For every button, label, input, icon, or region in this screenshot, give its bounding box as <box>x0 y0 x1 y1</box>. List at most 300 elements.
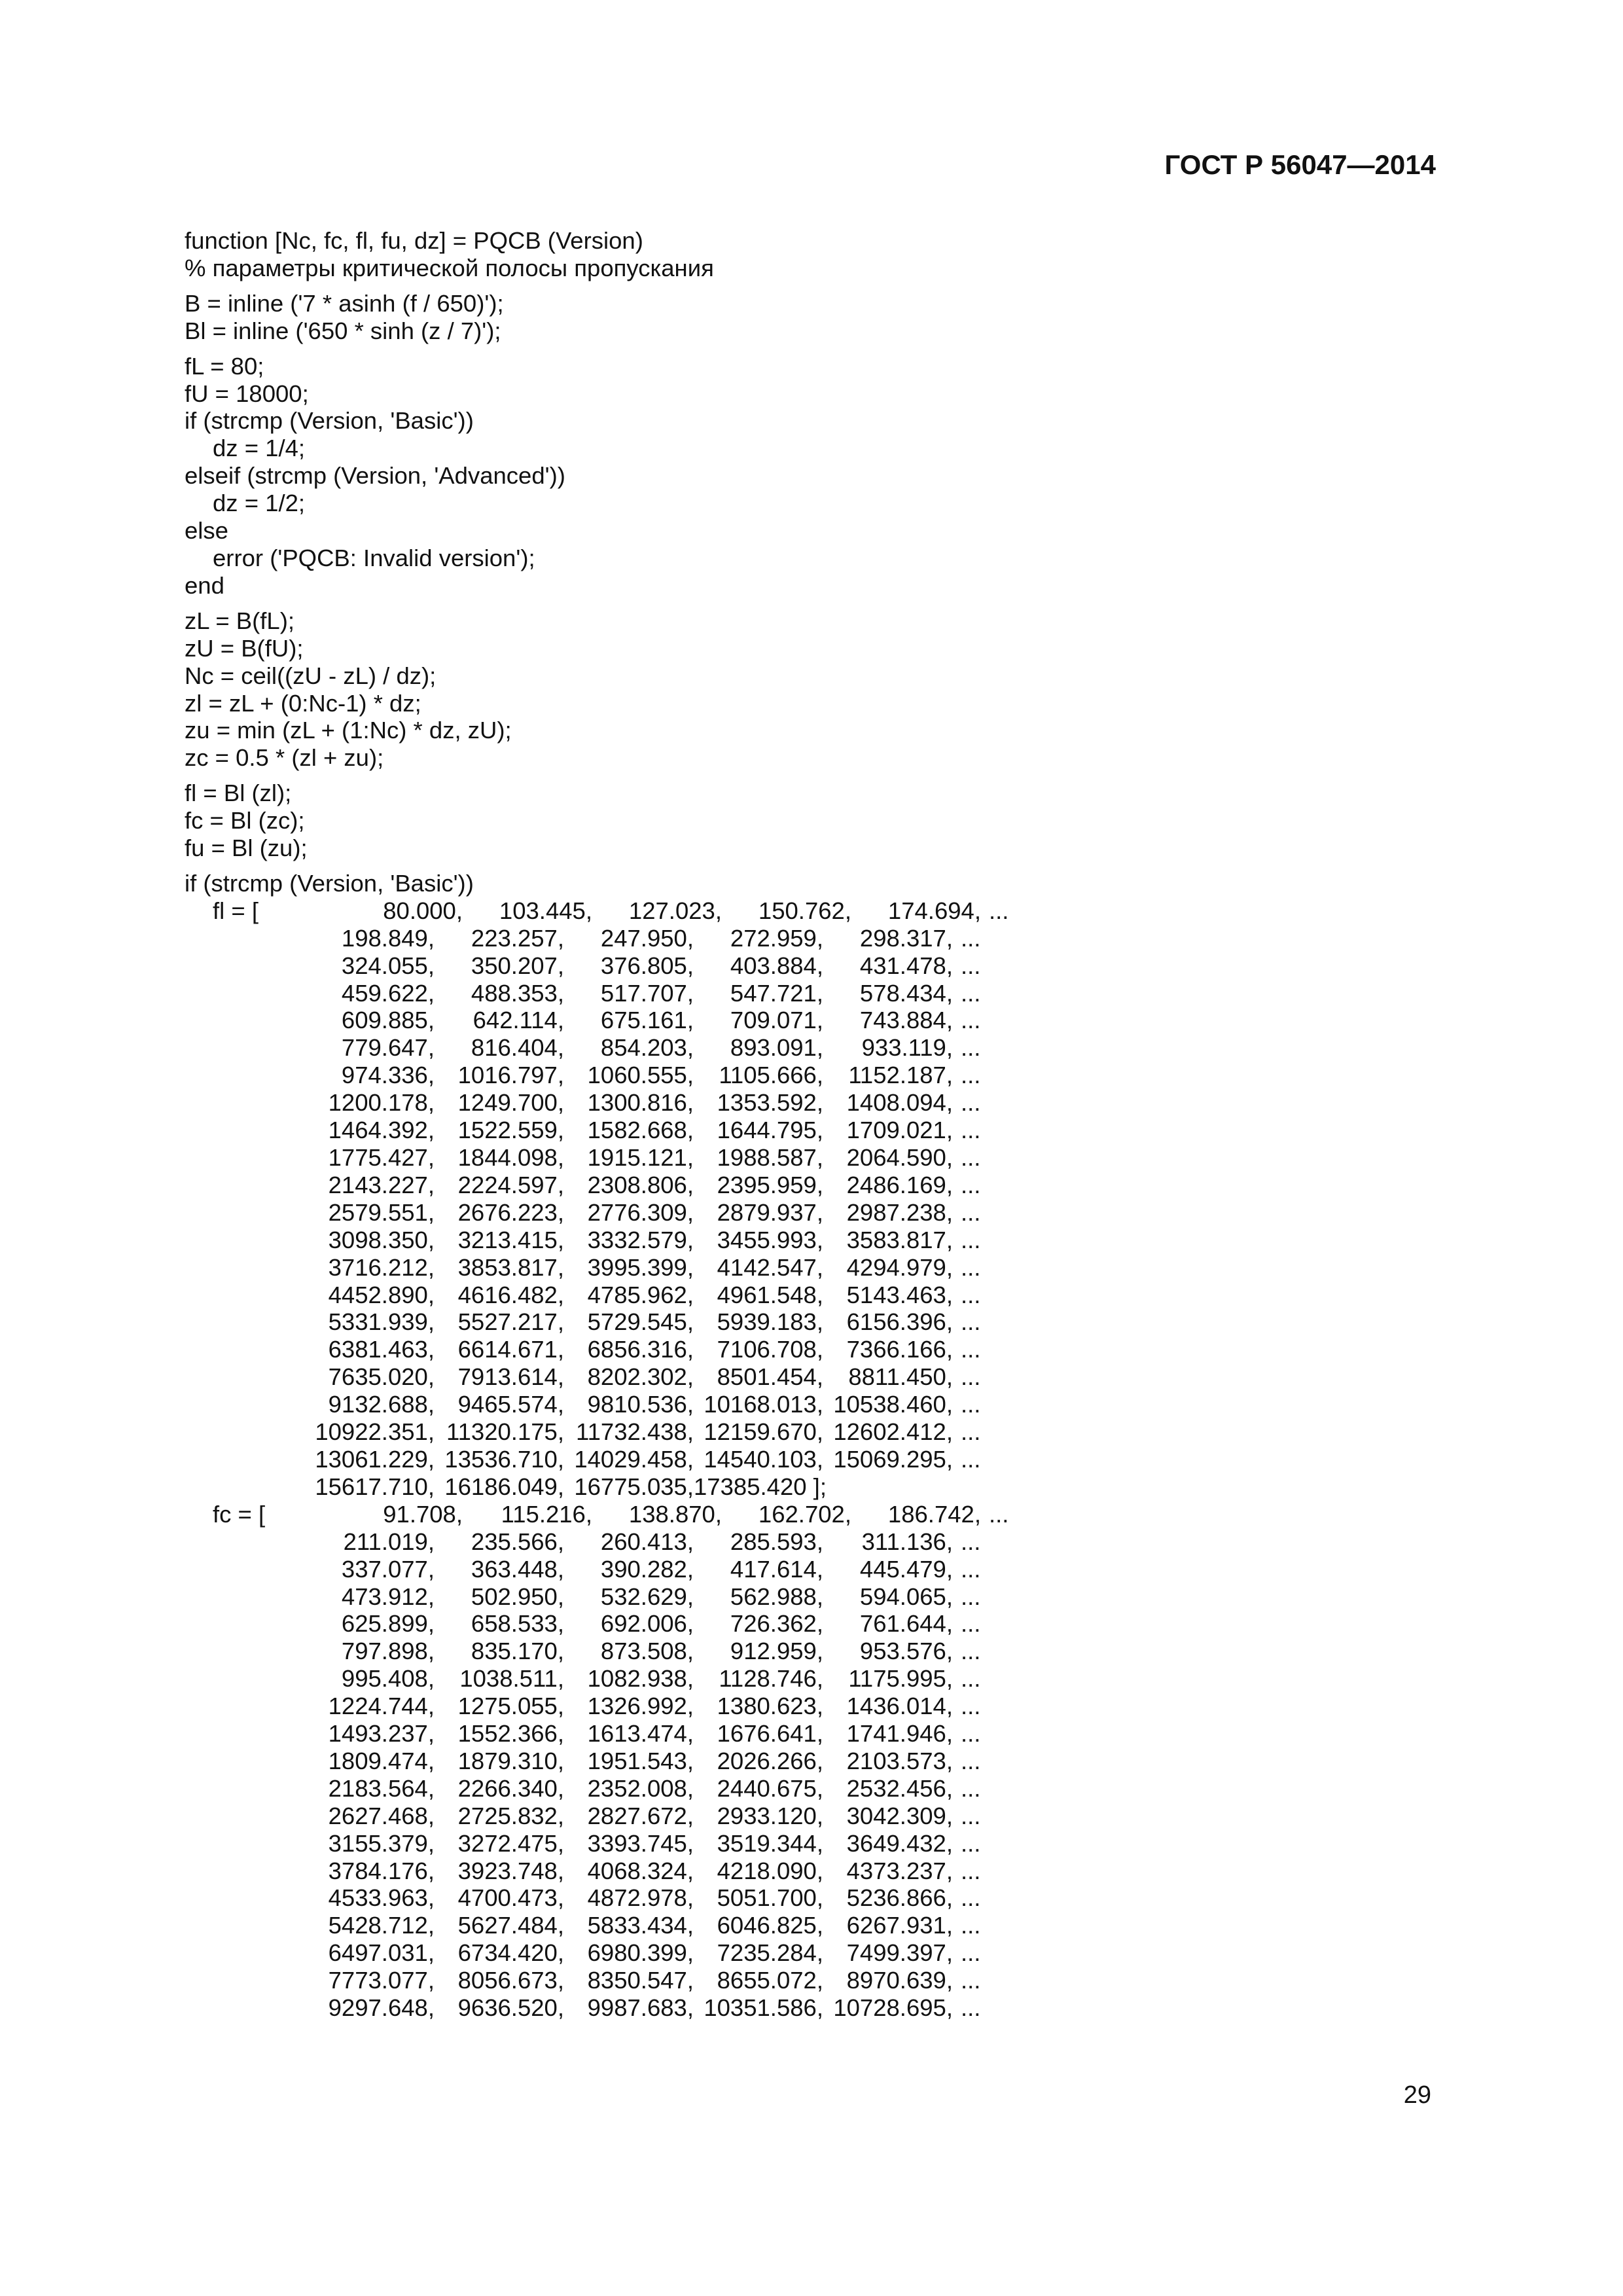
fc-array-value: 2266.340, <box>457 1774 564 1802</box>
fl-array <box>185 897 1428 1501</box>
fl-array-value: 15069.295, <box>833 1445 953 1473</box>
fc-array-prefix <box>185 1967 296 1994</box>
fc-array-value: 1082.938, <box>587 1665 694 1693</box>
fl-array-value: 127.023, <box>628 897 722 924</box>
fl-array-value: 547.721, <box>730 979 823 1007</box>
fc-array-value: 285.593, <box>730 1528 823 1555</box>
fl-array-value: 675.161, <box>600 1007 694 1034</box>
continuation-marker: ... <box>961 924 981 952</box>
fc-array-row <box>185 1720 1428 1748</box>
fc-array-value: 1951.543, <box>587 1747 694 1774</box>
fc-array-value: 1275.055, <box>457 1693 564 1720</box>
code-line: Bl = inline ('650 * sinh (z / 7)'); <box>185 317 501 344</box>
fc-array-row <box>185 1830 1428 1857</box>
fl-array-value: 1709.021, <box>846 1117 953 1144</box>
fl-array-value: 4142.547, <box>717 1253 823 1281</box>
fc-array-value: 6267.931, <box>846 1912 953 1939</box>
fc-array-row <box>185 1939 1428 1967</box>
fl-array-value: 2224.597, <box>457 1171 564 1198</box>
fl-array-prefix <box>185 925 296 952</box>
fc-array-value: 3519.344, <box>717 1829 823 1857</box>
fl-array-value: 974.336, <box>341 1062 435 1089</box>
fl-array-value: 3213.415, <box>457 1226 564 1253</box>
fl-array-value: 933.119, <box>861 1034 953 1062</box>
fl-array-value: 6156.396, <box>846 1308 953 1336</box>
fl-array-value: 1300.816, <box>587 1089 694 1117</box>
fc-array-value: 1175.995, <box>848 1665 953 1693</box>
fc-array-value: 4872.978, <box>587 1884 694 1912</box>
code-line: dz = 1/4; <box>213 435 306 462</box>
fc-array-value: 6046.825, <box>717 1912 823 1939</box>
fl-array-value: 7913.614, <box>457 1363 564 1391</box>
document-code: ГОСТ Р 56047—2014 <box>1164 149 1436 180</box>
fc-array-value: 3393.745, <box>587 1829 694 1857</box>
continuation-marker: ... <box>961 1857 981 1884</box>
fl-array-value: 854.203, <box>600 1034 694 1062</box>
fc-array-value: 1741.946, <box>846 1720 953 1748</box>
fc-array-value: 235.566, <box>471 1528 564 1555</box>
fl-array-prefix <box>185 1117 296 1144</box>
fc-array-value: 3923.748, <box>457 1857 564 1884</box>
fl-array-value: 1775.427, <box>328 1144 435 1171</box>
continuation-marker: ... <box>961 1363 981 1391</box>
fl-array-value: 272.959, <box>730 924 823 952</box>
fc-array-value: 4533.963, <box>328 1884 435 1912</box>
fl-array-row <box>185 1227 1428 1254</box>
fl-array-value: 7106.708, <box>717 1336 823 1363</box>
fc-array-value: 115.216, <box>501 1500 592 1528</box>
fl-array-value: 743.884, <box>859 1007 953 1034</box>
inline-definitions <box>185 290 1428 345</box>
continuation-marker: ... <box>961 1391 981 1418</box>
fl-array-value: 223.257, <box>471 924 564 952</box>
fc-array-value: 1552.366, <box>457 1720 564 1748</box>
fl-array-prefix <box>185 1172 296 1199</box>
fc-array-value: 10728.695, <box>833 1994 953 2022</box>
code-listing <box>185 227 1428 2022</box>
fc-array-row <box>185 1912 1428 1939</box>
fl-array-value: 103.445, <box>499 897 592 924</box>
fl-array-value: 1105.666, <box>719 1062 823 1089</box>
fl-array-value: 2486.169, <box>846 1171 953 1198</box>
fc-array-value: 2827.672, <box>587 1802 694 1829</box>
continuation-marker: ... <box>961 1967 981 1994</box>
continuation-marker: ... <box>961 1693 981 1720</box>
fl-array-prefix <box>185 1282 296 1309</box>
fc-array-prefix <box>185 1665 296 1693</box>
fl-array-value: 3455.993, <box>717 1226 823 1253</box>
fc-array-value: 6980.399, <box>587 1939 694 1967</box>
fl-array-value: 2579.551, <box>328 1198 435 1226</box>
fl-array-prefix <box>185 1363 296 1391</box>
fl-array-prefix <box>185 1144 296 1172</box>
fl-array-value: 1644.795, <box>717 1117 823 1144</box>
fl-array-row <box>185 1062 1428 1089</box>
fc-array-value: 532.629, <box>600 1583 694 1610</box>
fc-array-value: 562.988, <box>730 1583 823 1610</box>
fc-array-value: 4218.090, <box>717 1857 823 1884</box>
fl-array-row <box>185 1336 1428 1363</box>
fc-array-prefix <box>185 1775 296 1803</box>
fl-array-prefix <box>185 1254 296 1282</box>
fc-array-value: 873.508, <box>600 1638 694 1665</box>
fl-array-value: 350.207, <box>471 952 564 979</box>
fc-array-value: 390.282, <box>600 1555 694 1583</box>
fl-array-value: 14029.458, <box>574 1445 694 1473</box>
continuation-marker: ... <box>961 1117 981 1144</box>
continuation-marker: ... <box>961 1336 981 1363</box>
fc-array-row <box>185 1748 1428 1775</box>
fl-array-value: 6381.463, <box>328 1336 435 1363</box>
fl-array-value: 198.849, <box>341 924 435 952</box>
continuation-marker: ... <box>961 1034 981 1062</box>
fc-array-value: 1676.641, <box>717 1720 823 1748</box>
fl-array-value: 11732.438, <box>576 1418 694 1446</box>
fc-array-value: 1613.474, <box>587 1720 694 1748</box>
continuation-marker: ... <box>961 1528 981 1555</box>
fl-array-value: 10168.013, <box>704 1391 823 1418</box>
fl-array-value: 9810.536, <box>587 1391 694 1418</box>
fl-array-value: 5729.545, <box>587 1308 694 1336</box>
fl-array-value: 376.805, <box>600 952 694 979</box>
fc-array-prefix <box>185 1610 296 1638</box>
fl-array-prefix <box>185 1062 296 1089</box>
fc-array <box>185 1501 1428 2022</box>
fl-array-value: 10922.351, <box>315 1418 435 1446</box>
continuation-marker: ... <box>961 1665 981 1693</box>
fc-array-value: 3784.176, <box>328 1857 435 1884</box>
fc-array-value: 1493.237, <box>328 1720 435 1748</box>
fc-array-value: 1809.474, <box>328 1747 435 1774</box>
fc-array-prefix <box>185 1857 296 1885</box>
fl-array-value: 12159.670, <box>704 1418 823 1446</box>
band-compute-block <box>185 607 1428 772</box>
fc-array-value: 260.413, <box>600 1528 694 1555</box>
fl-array-prefix <box>185 952 296 980</box>
fl-array-value: 578.434, <box>859 979 953 1007</box>
fc-array-value: 2352.008, <box>587 1774 694 1802</box>
fl-array-value: 4452.890, <box>328 1281 435 1308</box>
fc-array-row <box>185 1501 1428 1528</box>
fl-array-value: 1152.187, <box>848 1062 953 1089</box>
fc-array-value: 5833.434, <box>587 1912 694 1939</box>
code-line: zL = B(fL); <box>185 607 295 634</box>
fc-array-value: 625.899, <box>341 1610 435 1638</box>
fl-array-prefix <box>185 1007 296 1034</box>
fl-array-prefix <box>185 1336 296 1363</box>
fl-array-value: 2143.227, <box>328 1171 435 1198</box>
fl-array-row <box>185 1473 1428 1501</box>
fl-array-prefix <box>185 1034 296 1062</box>
fc-array-value: 3042.309, <box>846 1802 953 1829</box>
fc-array-value: 9987.683, <box>587 1994 694 2022</box>
fc-array-prefix <box>185 1803 296 1830</box>
fl-array-row <box>185 897 1428 925</box>
fc-array-value: 1038.511, <box>459 1665 564 1693</box>
fl-array-value: 779.647, <box>341 1034 435 1062</box>
fl-array-value: 1844.098, <box>457 1144 564 1171</box>
fl-array-value: 14540.103, <box>704 1445 823 1473</box>
fl-array-value: 1464.392, <box>328 1117 435 1144</box>
fl-array-prefix <box>185 1418 296 1446</box>
fl-array-value: 609.885, <box>341 1007 435 1034</box>
fl-array-row <box>185 1282 1428 1309</box>
fl-array-row <box>185 1144 1428 1172</box>
continuation-marker: ... <box>961 1583 981 1610</box>
fl-array-row <box>185 1418 1428 1446</box>
fc-array-value: 9297.648, <box>328 1994 435 2022</box>
continuation-marker: ... <box>961 1912 981 1939</box>
fc-array-value: 1128.746, <box>719 1665 823 1693</box>
continuation-marker: ... <box>961 1308 981 1336</box>
code-line: fU = 18000; <box>185 380 309 407</box>
fc-array-value: 6734.420, <box>457 1939 564 1967</box>
fc-array-row <box>185 1775 1428 1803</box>
continuation-marker: ... <box>961 1638 981 1665</box>
fl-array-value: 5143.463, <box>846 1281 953 1308</box>
fc-array-value: 3155.379, <box>328 1829 435 1857</box>
fc-array-prefix <box>185 1748 296 1775</box>
fc-array-row <box>185 1803 1428 1830</box>
fc-array-value: 5051.700, <box>717 1884 823 1912</box>
code-comment: % параметры критической полосы пропускания <box>185 254 714 281</box>
function-signature: function [Nc, fc, fl, fu, dz] = PQCB (Version) <box>185 227 643 254</box>
continuation-marker: ... <box>961 1089 981 1117</box>
fc-array-value: 2183.564, <box>328 1774 435 1802</box>
fc-array-value: 91.708, <box>383 1500 463 1528</box>
fc-array-value: 8970.639, <box>846 1967 953 1994</box>
version-setup-block <box>185 353 1428 600</box>
fl-array-row <box>185 1254 1428 1282</box>
fl-array-value: 324.055, <box>341 952 435 979</box>
continuation-marker: ... <box>961 1281 981 1308</box>
fc-array-prefix <box>185 1720 296 1748</box>
continuation-marker: ... <box>961 1555 981 1583</box>
fc-array-row <box>185 1528 1428 1556</box>
continuation-marker: ... <box>961 1198 981 1226</box>
fl-array-value: 8202.302, <box>587 1363 694 1391</box>
fl-array-value: 247.950, <box>600 924 694 952</box>
fl-array-value: 174.694, <box>887 897 981 924</box>
fl-array-value: 13536.710, <box>444 1445 564 1473</box>
fl-array-value: 12602.412, <box>833 1418 953 1446</box>
fc-array-row <box>185 1610 1428 1638</box>
fc-array-value: 502.950, <box>471 1583 564 1610</box>
fl-array-value: 642.114, <box>473 1007 564 1034</box>
fc-array-value: 7773.077, <box>328 1967 435 1994</box>
fc-array-value: 186.742, <box>887 1500 981 1528</box>
page-number: 29 <box>1403 2081 1431 2109</box>
fl-array-value: 1582.668, <box>587 1117 694 1144</box>
code-line: fc = Bl (zc); <box>185 807 305 834</box>
continuation-marker: ... <box>961 1610 981 1638</box>
fc-array-value: 9636.520, <box>457 1994 564 2022</box>
fl-array-value: 1200.178, <box>328 1089 435 1117</box>
code-line: else <box>185 517 228 545</box>
fl-array-value: 2776.309, <box>587 1198 694 1226</box>
fl-array-value: 11320.175, <box>446 1418 564 1446</box>
continuation-marker: ... <box>961 1062 981 1089</box>
if-basic-line: if (strcmp (Version, 'Basic')) <box>185 869 474 897</box>
fc-array-value: 162.702, <box>758 1500 851 1528</box>
fc-array-value: 761.644, <box>859 1610 953 1638</box>
fl-array-value: 16186.049, <box>444 1473 564 1500</box>
fc-array-value: 3649.432, <box>846 1829 953 1857</box>
code-line: if (strcmp (Version, 'Basic')) <box>185 407 474 435</box>
fc-array-value: 1326.992, <box>587 1693 694 1720</box>
fc-array-value: 445.479, <box>859 1555 953 1583</box>
fl-array-value: 1408.094, <box>846 1089 953 1117</box>
code-line: zc = 0.5 * (zl + zu); <box>185 744 384 772</box>
fc-array-row <box>185 1556 1428 1583</box>
fc-array-prefix <box>185 1994 296 2022</box>
fl-array-row <box>185 1117 1428 1144</box>
fl-array-value: 2987.238, <box>846 1198 953 1226</box>
fc-array-value: 912.959, <box>730 1638 823 1665</box>
fc-array-prefix <box>185 1939 296 1967</box>
fl-array-row <box>185 1172 1428 1199</box>
fl-array-value: 1249.700, <box>457 1089 564 1117</box>
code-line: fu = Bl (zu); <box>185 834 308 862</box>
continuation-marker: ... <box>961 1829 981 1857</box>
code-line: zu = min (zL + (1:Nc) * dz, zU); <box>185 717 512 744</box>
fl-array-value: 2879.937, <box>717 1198 823 1226</box>
fl-array-row <box>185 1199 1428 1227</box>
fc-array-value: 953.576, <box>859 1638 953 1665</box>
continuation-marker: ... <box>961 1884 981 1912</box>
fc-array-value: 363.448, <box>471 1555 564 1583</box>
fc-array-value: 337.077, <box>341 1555 435 1583</box>
continuation-marker: ... <box>961 1939 981 1967</box>
fl-array-prefix <box>185 1308 296 1336</box>
fl-array-value: 893.091, <box>730 1034 823 1062</box>
fl-array-value: 5331.939, <box>328 1308 435 1336</box>
fc-array-value: 2026.266, <box>717 1747 823 1774</box>
fc-array-row <box>185 1665 1428 1693</box>
fc-array-value: 5428.712, <box>328 1912 435 1939</box>
continuation-marker: ... <box>961 952 981 979</box>
fl-array-prefix <box>185 1473 296 1501</box>
fl-array-value: 3853.817, <box>457 1253 564 1281</box>
fc-array-prefix: fc = [ <box>213 1500 266 1528</box>
continuation-marker: ... <box>961 1171 981 1198</box>
fc-array-value: 6497.031, <box>328 1939 435 1967</box>
continuation-marker: ... <box>961 1418 981 1446</box>
fl-array-value <box>823 1473 953 1501</box>
fl-array-row <box>185 1034 1428 1062</box>
fc-array-prefix <box>185 1556 296 1583</box>
fc-array-value: 2627.468, <box>328 1802 435 1829</box>
fl-array-value: 403.884, <box>730 952 823 979</box>
fc-array-value: 4700.473, <box>457 1884 564 1912</box>
fc-array-row <box>185 1583 1428 1611</box>
fl-array-value: 1988.587, <box>717 1144 823 1171</box>
fl-array-value: 4294.979, <box>846 1253 953 1281</box>
fl-array-prefix <box>185 1391 296 1418</box>
fl-array-prefix <box>185 1199 296 1227</box>
fl-array-value: 2395.959, <box>717 1171 823 1198</box>
fl-array-prefix <box>185 1089 296 1117</box>
fc-array-value: 10351.586, <box>704 1994 823 2022</box>
fl-array-value: 5939.183, <box>717 1308 823 1336</box>
fc-array-value: 3272.475, <box>457 1829 564 1857</box>
fl-array-value: 17385.420 ]; <box>694 1473 827 1500</box>
fc-array-value: 1879.310, <box>457 1747 564 1774</box>
fl-array-value: 8811.450, <box>848 1363 953 1391</box>
fl-array-row <box>185 1446 1428 1473</box>
fl-array-value: 431.478, <box>859 952 953 979</box>
fc-array-value: 1224.744, <box>328 1693 435 1720</box>
fl-array-value: 1353.592, <box>717 1089 823 1117</box>
fc-array-value: 692.006, <box>600 1610 694 1638</box>
code-line: fL = 80; <box>185 352 264 380</box>
fc-array-row <box>185 1857 1428 1885</box>
fl-array-value: 13061.229, <box>315 1445 435 1473</box>
fl-array-row <box>185 952 1428 980</box>
fc-array-value: 473.912, <box>341 1583 435 1610</box>
fc-array-value: 658.533, <box>471 1610 564 1638</box>
code-line: dz = 1/2; <box>213 490 306 517</box>
continuation-marker: ... <box>961 1747 981 1774</box>
fc-array-value: 2532.456, <box>846 1774 953 1802</box>
fl-array-value: 3583.817, <box>846 1226 953 1253</box>
fl-array-row <box>185 925 1428 952</box>
fc-array-value: 211.019, <box>343 1528 435 1555</box>
fl-array-value: 4961.548, <box>717 1281 823 1308</box>
fc-array-value: 1436.014, <box>846 1693 953 1720</box>
code-line: error ('PQCB: Invalid version'); <box>213 544 535 571</box>
fc-array-value: 4373.237, <box>846 1857 953 1884</box>
fl-array-row <box>185 1308 1428 1336</box>
continuation-marker: ... <box>961 1007 981 1034</box>
fc-array-value: 995.408, <box>341 1665 435 1693</box>
continuation-marker: ... <box>961 1144 981 1171</box>
fl-array-prefix <box>185 1446 296 1473</box>
fc-array-value: 4068.324, <box>587 1857 694 1884</box>
fl-array-value: 5527.217, <box>457 1308 564 1336</box>
continuation-marker: ... <box>961 1445 981 1473</box>
fc-array-value: 5627.484, <box>457 1912 564 1939</box>
fl-array-value: 150.762, <box>758 897 851 924</box>
fc-array-row <box>185 1638 1428 1665</box>
fc-array-value: 594.065, <box>859 1583 953 1610</box>
fc-array-row <box>185 1693 1428 1720</box>
fl-array-value: 16775.035, <box>574 1473 694 1500</box>
fl-array-value: 1915.121, <box>587 1144 694 1171</box>
code-line: end <box>185 571 224 599</box>
code-line: zU = B(fU); <box>185 634 304 662</box>
fl-array-value: 4616.482, <box>457 1281 564 1308</box>
fl-array-value: 2676.223, <box>457 1198 564 1226</box>
fc-array-prefix <box>185 1884 296 1912</box>
fc-array-value: 2440.675, <box>717 1774 823 1802</box>
fl-array-row <box>185 1391 1428 1418</box>
continuation-marker: ... <box>989 897 1009 924</box>
code-line: Nc = ceil((zU - zL) / dz); <box>185 662 437 689</box>
fl-array-value: 3716.212, <box>328 1253 435 1281</box>
fc-array-value: 7235.284, <box>717 1939 823 1967</box>
continuation-marker: ... <box>989 1500 1009 1528</box>
fl-array-value: 1016.797, <box>457 1062 564 1089</box>
fl-array-value: 3098.350, <box>328 1226 435 1253</box>
fl-array-value: 6614.671, <box>457 1336 564 1363</box>
fl-array-value: 8501.454, <box>717 1363 823 1391</box>
fc-array-prefix <box>185 1638 296 1665</box>
fc-array-prefix <box>185 1528 296 1556</box>
fc-array-prefix <box>185 1693 296 1720</box>
fl-array-value: 1522.559, <box>457 1117 564 1144</box>
fl-array-value: 9465.574, <box>457 1391 564 1418</box>
